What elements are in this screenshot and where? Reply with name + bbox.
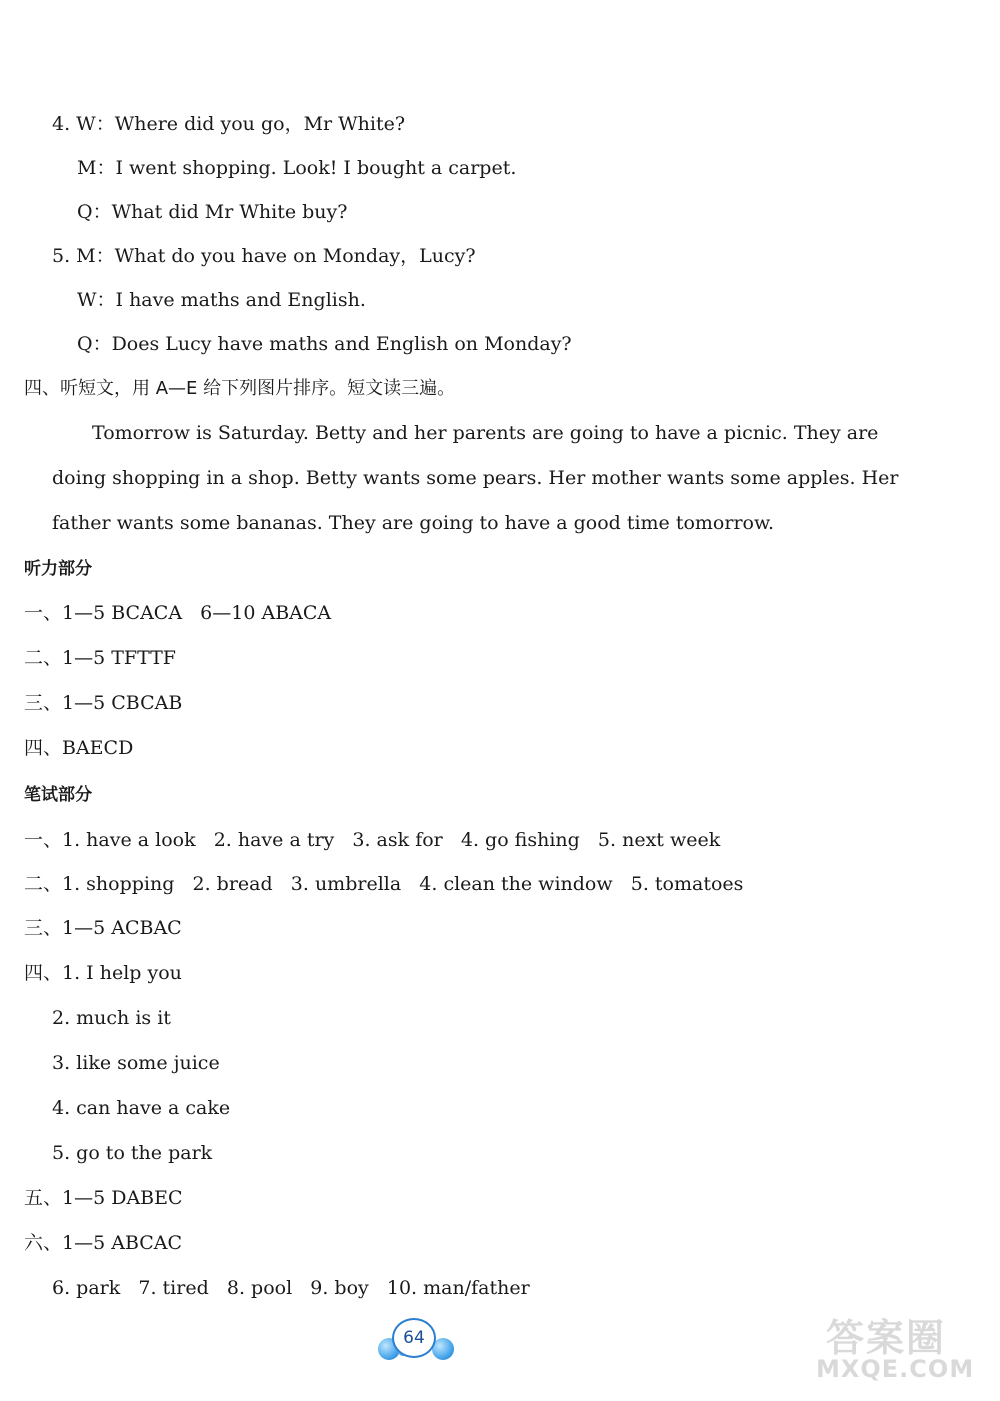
written-answer-4-1: 四、1. I help you [24, 962, 182, 984]
passage-line-3: father wants some bananas. They are going to have a good time tomorrow. [52, 512, 775, 534]
listening-answer-3: 三、1—5 CBCAB [24, 692, 183, 714]
written-answer-3: 三、1—5 ACBAC [24, 917, 182, 939]
watermark [806, 1307, 986, 1387]
written-answer-1: 一、1. have a look 2. have a try 3. ask for 4. go fishing 5. next week [24, 829, 721, 851]
listening-answer-1: 一、1—5 BCACA 6—10 ABACA [24, 602, 332, 624]
written-answer-5: 五、1—5 DABEC [24, 1187, 183, 1209]
written-answer-6-more: 6. park 7. tired 8. pool 9. boy 10. man/father [52, 1277, 530, 1299]
page-number: 64 [392, 1318, 436, 1358]
written-heading: 笔试部分 [24, 785, 92, 805]
written-answer-6: 六、1—5 ABCAC [24, 1232, 183, 1254]
watermark-bottom-text: MXQE.COM [816, 1355, 975, 1383]
page-number-badge [376, 1316, 456, 1364]
dialogue-4-line-2: M：I went shopping. Look! I bought a carpet. [77, 157, 517, 179]
dialogue-5-line-1: 5. M：What do you have on Monday，Lucy? [52, 245, 476, 267]
passage-line-1: Tomorrow is Saturday. Betty and her parents are going to have a picnic. They are [92, 422, 879, 444]
listening-answer-4: 四、BAECD [24, 737, 134, 759]
written-answer-2: 二、1. shopping 2. bread 3. umbrella 4. clean the window 5. tomatoes [24, 873, 744, 895]
written-answer-4-3: 3. like some juice [52, 1052, 220, 1074]
dialogue-4-line-1: 4. W：Where did you go，Mr White? [52, 113, 406, 135]
written-answer-4-2: 2. much is it [52, 1007, 171, 1029]
dialogue-5-line-2: W：I have maths and English. [77, 289, 366, 311]
written-answer-4-4: 4. can have a cake [52, 1097, 231, 1119]
dialogue-5-line-3: Q：Does Lucy have maths and English on Monday? [77, 333, 572, 355]
written-answer-4-5: 5. go to the park [52, 1142, 213, 1164]
listening-heading: 听力部分 [24, 559, 92, 579]
watermark-top-text: 答案圈 [826, 1316, 947, 1360]
dialogue-4-line-3: Q：What did Mr White buy? [77, 201, 348, 223]
section-4-title: 四、听短文，用 A—E 给下列图片排序。短文读三遍。 [24, 378, 456, 399]
listening-answer-2: 二、1—5 TFTTF [24, 647, 176, 669]
passage-line-2: doing shopping in a shop. Betty wants some pears. Her mother wants some apples. Her [52, 467, 899, 489]
